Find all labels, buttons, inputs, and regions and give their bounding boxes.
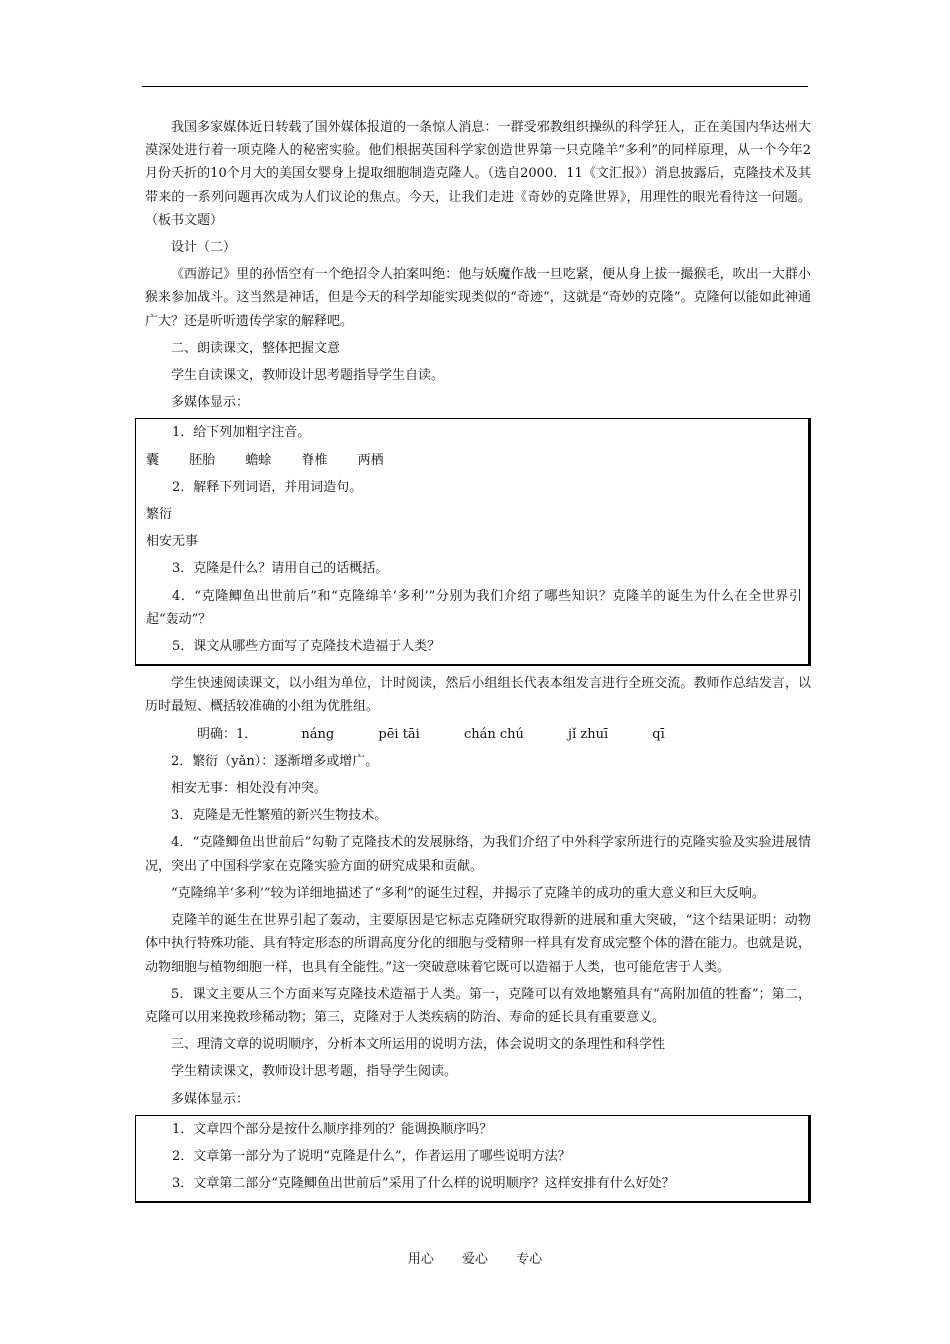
answer-1-pinyin	[145, 723, 811, 746]
page-footer	[0, 1248, 950, 1267]
pinyin-item: pēi tāi	[378, 726, 420, 742]
pinyin-item: qī	[652, 726, 665, 742]
section3-heading: 三、理清文章的说明顺序，分析本文所运用的说明方法，体会说明文的条理性和科学性	[171, 1037, 666, 1053]
word-item: 胚胎	[189, 452, 216, 468]
multimedia-label: 多媒体显示：	[171, 395, 250, 411]
box1-term2: 相安无事	[146, 534, 199, 550]
answer-3: 3．克隆是无性繁殖的新兴生物技术。	[171, 808, 388, 824]
word-item: 两栖	[357, 452, 384, 468]
pinyin-item: náng	[301, 726, 335, 742]
document-body	[145, 116, 811, 1209]
intro-paragraph: 我国多家媒体近日转载了国外媒体报道的一条惊人消息：一群受邪教组织操纵的科学狂人，正在美国内华达州大漠深处进行着一项克隆人的秘密实验。他们根据英国科学家创造世界第一只克隆羊“多利”的同样原理，从一个今年2月份夭折的10个月大的美国女婴身上提取细胞制造克隆人。（选自2000．11《文汇报》）消息披露后，克隆技术及其带来的一系列问题再次成为人们议论的焦点。今天，让我们走进《奇妙的克隆世界》，用理性的眼光看待这一问题。（板书文题）	[145, 120, 811, 228]
multimedia-label-2: 多媒体显示：	[171, 1091, 250, 1107]
answer-2b: 相安无事：相处没有冲突。	[171, 781, 328, 797]
box1-q1: 1．给下列加粗字注音。	[172, 425, 311, 441]
header-rule	[142, 86, 808, 87]
box2-q2: 2．文章第一部分为了说明“克隆是什么”，作者运用了哪些说明方法？	[172, 1148, 571, 1164]
pinyin-item: chán chú	[463, 726, 524, 742]
footer-item: 爱心	[461, 1252, 488, 1267]
section2-instruction: 学生自读课文，教师设计思考题指导学生自读。	[171, 368, 445, 384]
box1-term1: 繁衍	[146, 507, 173, 523]
box1-q4: 4．“克隆鲫鱼出世前后”和“克隆绵羊‘多利’”分别为我们介绍了哪些知识？克隆羊的诞生为什么在全世界引起“轰动”？	[146, 588, 802, 627]
box1-q5: 5．课文从哪些方面写了克隆技术造福于人类？	[172, 639, 441, 655]
section2-heading: 二、朗读课文，整体把握文意	[171, 340, 341, 356]
design2-title: 设计（二）	[171, 240, 237, 256]
answer-4: 4．“克隆鲫鱼出世前后”勾勒了克隆技术的发展脉络，为我们介绍了中外科学家所进行的克隆实验及实验进展情况，突出了中国科学家在克隆实验方面的研究成果和贡献。	[145, 835, 811, 874]
answer-4b: “克隆绵羊‘多利’”较为详细地描述了“多利”的诞生过程，并揭示了克隆羊的成功的重大意义和巨大反响。	[171, 885, 765, 901]
footer-item: 专心	[516, 1252, 543, 1267]
section3-instruction: 学生精读课文，教师设计思考题，指导学生阅读。	[171, 1064, 458, 1080]
word-item: 蟾蜍	[245, 452, 272, 468]
xiyouji-paragraph: 《西游记》里的孙悟空有一个绝招令人拍案叫绝：他与妖魔作战一旦吃紧，便从身上拔一撮猴毛，吹出一大群小猴来参加战斗。这当然是神话，但是今天的科学却能实现类似的“奇迹”，这就是“奇妙的克隆”。克隆何以能如此神通广大？还是听听遗传学家的解释吧。	[145, 267, 811, 329]
answer-label: 明确：1．	[197, 726, 258, 742]
box1-q3: 3．克隆是什么？请用自己的话概括。	[172, 561, 389, 577]
box2-q1: 1．文章四个部分是按什么顺序排列的？能调换顺序吗？	[172, 1121, 493, 1137]
box1-q2: 2．解释下列词语，并用词造句。	[172, 479, 363, 495]
question-box-1	[135, 418, 811, 666]
word-item: 脊椎	[301, 452, 328, 468]
word-list	[146, 449, 802, 472]
answer-2: 2．繁衍（yǎn）：逐渐增多或增广。	[171, 753, 379, 769]
footer-item: 用心	[407, 1252, 434, 1267]
box2-q3: 3．文章第二部分“克隆鲫鱼出世前后”采用了什么样的说明顺序？这样安排有什么好处？	[172, 1176, 675, 1192]
reading-activity: 学生快速阅读课文，以小组为单位，计时阅读，然后小组组长代表本组发言进行全班交流。教师作总结发言，以历时最短、概括较准确的小组为优胜组。	[145, 676, 811, 715]
question-box-2	[135, 1115, 811, 1204]
answer-5: 5．课文主要从三个方面来写克隆技术造福于人类。第一，克隆可以有效地繁殖具有“高附加值的牲畜”；第二，克隆可以用来挽救珍稀动物；第三，克隆对于人类疾病的防治、寿命的延长具有重要意义。	[145, 986, 811, 1025]
answer-4c: 克隆羊的诞生在世界引起了轰动，主要原因是它标志克隆研究取得新的进展和重大突破，“这个结果证明：动物体中执行特殊功能、具有特定形态的所谓高度分化的细胞与受精卵一样具有发育成完整个体的潜在能力。也就是说，动物细胞与植物细胞一样，也具有全能性。”这一突破意味着它既可以造福于人类，也可能危害于人类。	[145, 913, 811, 975]
pinyin-item: jǐ zhuī	[568, 726, 609, 742]
word-item: 囊	[146, 452, 160, 468]
